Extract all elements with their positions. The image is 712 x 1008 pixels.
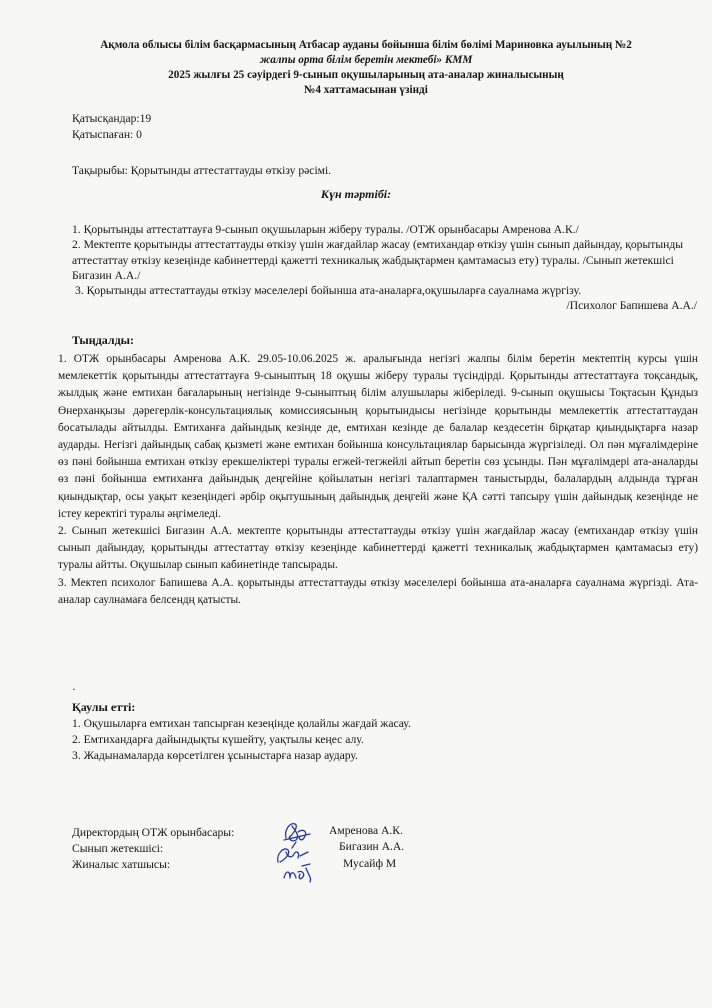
header-line-1: Ақмола облысы білім басқармасының Атбасар ауданы бойынша білім бөлімі Мариновка ауылының №2 [100, 39, 632, 51]
signature-name-1: Амренова А.К. [329, 824, 403, 837]
header-line-3: 2025 жылғы 25 сәуірдегі 9-сынып оқушыларының ата-аналар жиналысының [168, 69, 564, 81]
listened-paragraph-2: 2. Сынып жетекшісі Бигазин А.А. мектепте қорытынды аттестаттауды өткізу үшін жағдайлар жасау (емтихандар өткізу үшін сынып дайындау, қорытынды аттестаттау өткізу кезеңінде кабинеттерді қажетті техникалық жабдықтармен қамтамасыз ету) туралы айтты. Оқушылар сынып кабинетінде тапсырады. [58, 525, 698, 572]
meeting-topic: Тақырыбы: Қорытынды аттестаттауды өткізу рәсімі. [72, 164, 332, 177]
decision-list [72, 716, 411, 765]
signature-name-3: Мусайф М [343, 857, 397, 870]
document-header [60, 38, 672, 98]
handwritten-signatures [262, 812, 332, 892]
signature-role-3: Жиналыс хатшысы: [72, 858, 171, 871]
listened-paragraph-3: 3. Мектеп психолог Бапишева А.А. қорытынды аттестаттауды өткізу мәселелері бойынша ата-аналарға сауалнама жүргізді. Ата-аналар саулнамаға белсендң қатысты. [58, 576, 698, 606]
decision-title: Қаулы етті: [72, 700, 136, 714]
attendance-absent: Қатыспаған: 0 [72, 128, 142, 141]
listened-section [58, 351, 698, 609]
signature-1-stroke [284, 824, 310, 841]
signature-2-stroke [278, 842, 308, 862]
decision-item-3: 3. Жадынамаларда көрсетілген ұсыныстарға назар аудару. [72, 749, 358, 763]
agenda-item-3: 3. Қорытынды аттестаттауды өткізу мәселелері бойынша ата-аналарға,оқушыларға сауалнама жүргізу. [75, 284, 582, 298]
attendance-present: Қатысқандар:19 [72, 112, 152, 125]
signature-name-2: Бигазин А.А. [339, 840, 405, 853]
agenda-item-1: 1. Қорытынды аттестаттауға 9-сынып оқушыларын жіберу туралы. /ОТЖ орынбасары Амренова А.К./ [72, 223, 579, 236]
stray-mark: · [72, 682, 76, 696]
signature-role-2: Сынып жетекшісі: [72, 842, 164, 855]
header-line-2: жалпы орта білім беретін мектебі» КММ [259, 54, 473, 66]
decision-item-2: 2. Емтихандарға дайындықты күшейту, уақтылы кеңес алу. [72, 733, 364, 747]
agenda-item-2: 2. Мектепте қорытынды аттестаттауды өткізу үшін жағдайлар жасау (емтихандар өткізу үшін сынып дайындау, қорытынды аттестаттау өткізу кезеңінде кабинеттерді қажетті техникалық жабдықтармен қамтамасыз ету) туралы. /Сынып жетекшісі Бигазин А.А./ [72, 238, 684, 282]
agenda-title: Күн тәртібі: [320, 187, 392, 201]
header-line-4: №4 хаттамасынан үзінді [304, 84, 428, 96]
decision-item-1: 1. Оқушыларға емтихан тапсырған кезеңінде қолайлы жағдай жасау. [72, 717, 411, 730]
agenda-item-3-speaker: /Психолог Бапишева А.А./ [566, 299, 697, 313]
agenda-list [72, 222, 697, 314]
signature-role-1: Директордың ОТЖ орынбасары: [72, 826, 235, 839]
listened-title: Тыңдалды: [72, 333, 135, 347]
signature-3-stroke [284, 864, 311, 882]
listened-paragraph-1: 1. ОТЖ орынбасары Амренова А.К. 29.05-10.06.2025 ж. аралығында негізгі жалпы білім беретін мектептің курсы үшін мемлекеттік қорытынды аттестаттауға 9-сыныптың 18 оқушы жіберу туралы түсіндірді. Қорытынды аттестаттауға тоқсандық, жылдық және емтихан бағаларының негізінде 9-сыныптың білім алушылары жіберіледі. 9-сынып оқушысы Тоқтасын Құндыз Өнерханқызы дәрегерлік-консультациялық комиссиясының қорытындысы негізінде қорытынды мемлекеттік аттестаттаудан босатылады айтылды. Емтиханға дайындық кезінде де, емтихан кезінде де балалар кездесетін бірқатар қиындықтарға назар аударды. Негізгі дайындық сабақ қызметі және емтихан бойынша консультациялар барысында жүргізіледі. Ол пән мұғалімдеріне өз пәні бойынша емтихан өткізу ерекшеліктері туралы егжей-тегжейлі айтып беретін сөз ұсынды. Пән мұғалімдері ата-аналарды өз пәні бойынша емтиханға дайындық деңгейіне қойылатын негізгі талаптармен таныстырды, балалардың алдында тұрған қиындықтар, осы уақыт кезеңіндегі әрбір оқытушының дайындық деңгейі және ҚА сәтті тапсыру үшін дайындық кезеңінде не істеу керектігі туралы әңгімеледі. [58, 353, 698, 520]
